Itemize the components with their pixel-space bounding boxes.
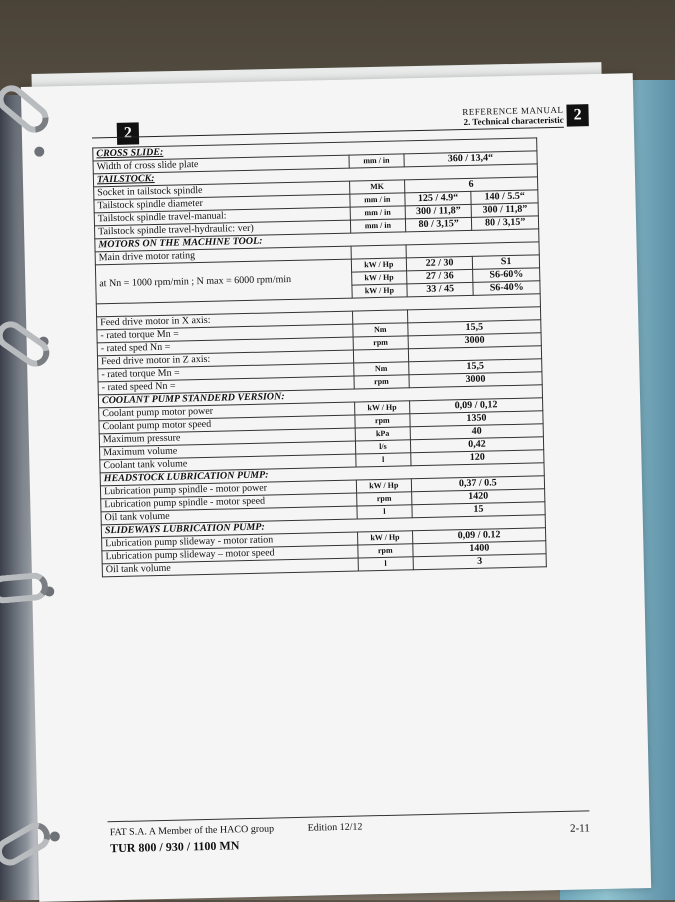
row-unit: kPa (355, 427, 410, 441)
row-label: Oil tank volume (102, 558, 358, 577)
row-label: Tailstock spindle travel-hydraulic: ver) (95, 220, 351, 239)
row-unit: Nm (354, 362, 409, 376)
row-label: Lubrication pump spindle - motor power (100, 480, 356, 499)
row-value: 15,5 (409, 359, 542, 375)
row-value: 120 (411, 450, 544, 466)
manual-page (21, 73, 651, 902)
row-label: Feed drive motor in Z axis: (97, 350, 353, 369)
row-value: 125 / 4.9“ (405, 191, 472, 206)
row-unit (353, 349, 408, 363)
row-value: 0,09 / 0.12 (412, 528, 545, 544)
page-number: 2-11 (569, 822, 590, 835)
row-label: - rated speed Nn = (98, 376, 354, 395)
row-label: Width of cross slide plate (93, 155, 349, 174)
row-mode: S1 (473, 255, 540, 270)
section-heading: HEADSTOCK LUBRICATION PUMP: (100, 463, 544, 486)
row-unit (352, 310, 407, 324)
row-value: 22 / 30 (406, 256, 473, 271)
manual-title: REFERENCE MANUAL (462, 104, 564, 118)
row-value: 1400 (413, 541, 546, 557)
row-label: Coolant pump motor speed (99, 415, 355, 434)
section-title: 2. Technical characteristic (463, 114, 564, 128)
row-unit: kW / Hp (351, 258, 406, 272)
row-unit: mm / in (349, 154, 404, 168)
row-value: 300 / 11,8” (405, 204, 472, 219)
row-unit: mm / in (350, 206, 405, 220)
row-label: Lubrication pump slideway - motor ration (102, 532, 358, 551)
row-label: Oil tank volume (101, 506, 357, 525)
section-heading: TAILSTOCK: (93, 164, 537, 187)
punch-hole (34, 147, 44, 157)
row-label: at Nn = 1000 rpm/min ; N max = 6000 rpm/min (95, 259, 352, 304)
row-label: Feed drive motor in X axis: (97, 311, 353, 330)
row-unit: rpm (353, 336, 408, 350)
section-heading: COOLANT PUMP STANDERD VERSION: (98, 385, 542, 408)
row-unit: kW / Hp (352, 284, 407, 298)
row-value: 3000 (408, 333, 541, 349)
row-unit: Nm (353, 323, 408, 337)
row-label: - rated torque Mn = (97, 324, 353, 343)
chapter-box-right: 2 (566, 104, 588, 126)
footer-model: TUR 800 / 930 / 1100 MN (109, 838, 240, 856)
row-unit: l/s (355, 440, 410, 454)
section-heading: SLIDEWAYS LUBRICATION PUMP: (101, 515, 545, 538)
row-unit: mm / in (350, 219, 405, 233)
row-label: Maximum pressure (99, 428, 355, 447)
row-label: Tailstock spindle diameter (94, 194, 350, 213)
row-value: 3 (413, 554, 546, 570)
row-mode: S6-60% (473, 268, 540, 283)
row-unit: l (356, 453, 411, 467)
row-value: 27 / 36 (406, 269, 473, 284)
row-unit: rpm (354, 375, 409, 389)
spec-table (92, 137, 547, 577)
row-unit: l (358, 557, 413, 571)
row-unit: rpm (356, 492, 411, 506)
row-label: Lubrication pump slideway – motor speed (102, 545, 358, 564)
row-value: 0,37 / 0.5 (411, 476, 544, 492)
row-label: - rated torque Mn = (98, 363, 354, 382)
row-label: Maximum volume (100, 441, 356, 460)
row-value-2: 300 / 11,8” (472, 203, 539, 218)
row-unit: l (357, 505, 412, 519)
row-value-2: 140 / 5.5“ (471, 190, 538, 205)
row-unit (351, 245, 406, 259)
row-label: Coolant tank volume (100, 454, 356, 473)
row-mode: S6-40% (473, 281, 540, 296)
row-unit: kW / Hp (356, 479, 411, 493)
row-unit: kW / Hp (351, 271, 406, 285)
row-label: Coolant pump motor power (99, 402, 355, 421)
row-value: 3000 (409, 372, 542, 388)
row-value: 33 / 45 (407, 282, 474, 297)
row-unit: rpm (355, 414, 410, 428)
row-value: 6 (404, 177, 537, 193)
row-value: 360 / 13,4“ (404, 151, 537, 167)
footer-company: FAT S.A. A Member of the HACO group (109, 823, 275, 839)
row-value: 40 (410, 424, 543, 440)
header-rule (92, 127, 564, 139)
footer-edition: Edition 12/12 (307, 821, 363, 834)
row-label: - rated sped Nn = (97, 337, 353, 356)
row-value: 1420 (411, 489, 544, 505)
row-unit: mm / in (350, 193, 405, 207)
row-value: 15,5 (408, 320, 541, 336)
row-unit: kW / Hp (357, 531, 412, 545)
row-unit: kW / Hp (354, 401, 409, 415)
row-value: 80 / 3,15” (405, 217, 472, 232)
row-unit: MK (349, 180, 404, 194)
punch-hole (50, 831, 60, 841)
row-value-2: 80 / 3,15” (472, 216, 539, 231)
row-value: 15 (412, 502, 545, 518)
header-title (462, 105, 564, 127)
row-unit: rpm (358, 544, 413, 558)
chapter-box-left: 2 (117, 122, 139, 144)
row-label: Socket in tailstock spindle (94, 181, 350, 200)
footer-rule (108, 810, 590, 822)
row-value: 1350 (410, 411, 543, 427)
section-heading: CROSS SLIDE: (93, 138, 537, 161)
row-value: 0,09 / 0,12 (409, 398, 542, 414)
row-label: Main drive motor rating (95, 246, 351, 265)
row-label: Lubrication pump spindle - motor speed (101, 493, 357, 512)
row-value: 0,42 (410, 437, 543, 453)
row-label: Tailstock spindle travel-manual: (94, 207, 350, 226)
section-heading: MOTORS ON THE MACHINE TOOL: (95, 229, 539, 252)
